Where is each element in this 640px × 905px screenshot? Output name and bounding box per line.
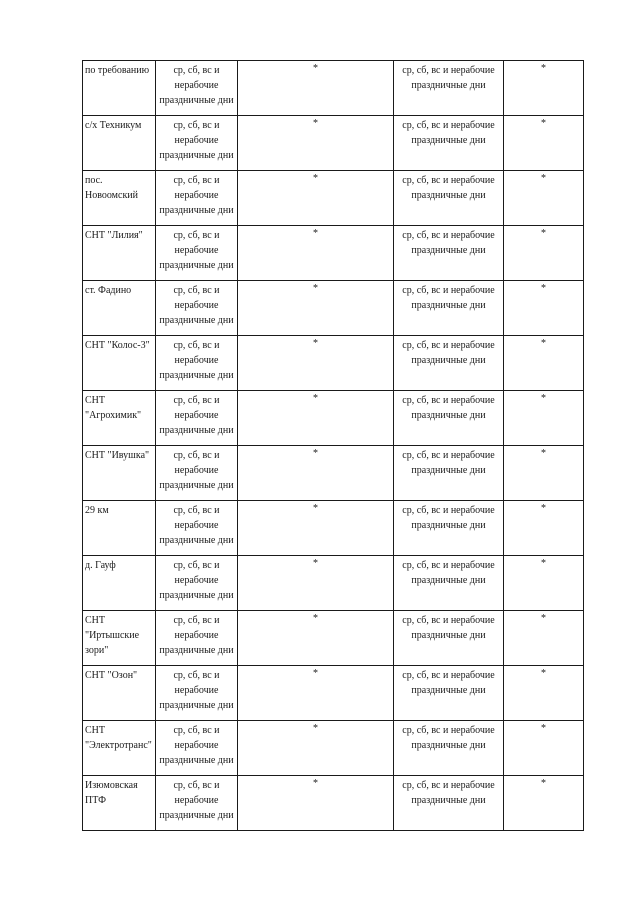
return-mark-cell: * — [504, 391, 584, 446]
table-row — [83, 61, 584, 116]
return-mark-cell: * — [504, 171, 584, 226]
return-days-cell: ср, сб, вс и нерабочие праздничные дни — [394, 171, 504, 226]
return-days-cell: ср, сб, вс и нерабочие праздничные дни — [394, 556, 504, 611]
stop-name-cell: Изюмовская ПТФ — [83, 776, 156, 831]
stop-name-cell: СНТ "Агрохимик" — [83, 391, 156, 446]
trip-mark-cell: * — [238, 666, 394, 721]
operating-days-cell: ср, сб, вс и нерабочие праздничные дни — [156, 391, 238, 446]
schedule-table-body — [83, 61, 584, 831]
table-row — [83, 226, 584, 281]
trip-mark-cell: * — [238, 446, 394, 501]
trip-mark-cell: * — [238, 226, 394, 281]
return-days-cell: ср, сб, вс и нерабочие праздничные дни — [394, 61, 504, 116]
stop-name-cell: СНТ "Иртышские зори" — [83, 611, 156, 666]
table-row — [83, 391, 584, 446]
return-days-cell: ср, сб, вс и нерабочие праздничные дни — [394, 611, 504, 666]
stop-name-cell: СНТ "Ивушка" — [83, 446, 156, 501]
return-days-cell: ср, сб, вс и нерабочие праздничные дни — [394, 666, 504, 721]
return-days-cell: ср, сб, вс и нерабочие праздничные дни — [394, 336, 504, 391]
operating-days-cell: ср, сб, вс и нерабочие праздничные дни — [156, 721, 238, 776]
trip-mark-cell: * — [238, 61, 394, 116]
trip-mark-cell: * — [238, 611, 394, 666]
operating-days-cell: ср, сб, вс и нерабочие праздничные дни — [156, 61, 238, 116]
return-mark-cell: * — [504, 446, 584, 501]
operating-days-cell: ср, сб, вс и нерабочие праздничные дни — [156, 336, 238, 391]
operating-days-cell: ср, сб, вс и нерабочие праздничные дни — [156, 116, 238, 171]
return-mark-cell: * — [504, 666, 584, 721]
trip-mark-cell: * — [238, 556, 394, 611]
return-days-cell: ср, сб, вс и нерабочие праздничные дни — [394, 721, 504, 776]
operating-days-cell: ср, сб, вс и нерабочие праздничные дни — [156, 776, 238, 831]
return-days-cell: ср, сб, вс и нерабочие праздничные дни — [394, 776, 504, 831]
stop-name-cell: пос. Новоомский — [83, 171, 156, 226]
table-row — [83, 281, 584, 336]
return-days-cell: ср, сб, вс и нерабочие праздничные дни — [394, 501, 504, 556]
return-mark-cell: * — [504, 116, 584, 171]
table-row — [83, 611, 584, 666]
stop-name-cell: по требованию — [83, 61, 156, 116]
table-row — [83, 336, 584, 391]
stop-name-cell: СНТ "Электротранс" — [83, 721, 156, 776]
trip-mark-cell: * — [238, 721, 394, 776]
return-days-cell: ср, сб, вс и нерабочие праздничные дни — [394, 116, 504, 171]
stop-name-cell: СНТ "Озон" — [83, 666, 156, 721]
table-row — [83, 776, 584, 831]
return-mark-cell: * — [504, 611, 584, 666]
operating-days-cell: ср, сб, вс и нерабочие праздничные дни — [156, 666, 238, 721]
table-row — [83, 721, 584, 776]
return-mark-cell: * — [504, 501, 584, 556]
operating-days-cell: ср, сб, вс и нерабочие праздничные дни — [156, 501, 238, 556]
table-row — [83, 116, 584, 171]
return-mark-cell: * — [504, 226, 584, 281]
operating-days-cell: ср, сб, вс и нерабочие праздничные дни — [156, 171, 238, 226]
return-mark-cell: * — [504, 61, 584, 116]
table-row — [83, 171, 584, 226]
table-row — [83, 666, 584, 721]
stop-name-cell: СНТ "Лилия" — [83, 226, 156, 281]
table-row — [83, 501, 584, 556]
return-days-cell: ср, сб, вс и нерабочие праздничные дни — [394, 226, 504, 281]
trip-mark-cell: * — [238, 776, 394, 831]
operating-days-cell: ср, сб, вс и нерабочие праздничные дни — [156, 446, 238, 501]
return-days-cell: ср, сб, вс и нерабочие праздничные дни — [394, 391, 504, 446]
return-mark-cell: * — [504, 336, 584, 391]
stop-name-cell: ст. Фадино — [83, 281, 156, 336]
trip-mark-cell: * — [238, 171, 394, 226]
trip-mark-cell: * — [238, 281, 394, 336]
operating-days-cell: ср, сб, вс и нерабочие праздничные дни — [156, 611, 238, 666]
table-row — [83, 556, 584, 611]
return-days-cell: ср, сб, вс и нерабочие праздничные дни — [394, 446, 504, 501]
operating-days-cell: ср, сб, вс и нерабочие праздничные дни — [156, 556, 238, 611]
stop-name-cell: 29 км — [83, 501, 156, 556]
return-mark-cell: * — [504, 776, 584, 831]
stop-name-cell: с/х Техникум — [83, 116, 156, 171]
table-row — [83, 446, 584, 501]
return-mark-cell: * — [504, 281, 584, 336]
return-days-cell: ср, сб, вс и нерабочие праздничные дни — [394, 281, 504, 336]
operating-days-cell: ср, сб, вс и нерабочие праздничные дни — [156, 281, 238, 336]
operating-days-cell: ср, сб, вс и нерабочие праздничные дни — [156, 226, 238, 281]
return-mark-cell: * — [504, 721, 584, 776]
trip-mark-cell: * — [238, 116, 394, 171]
stop-name-cell: д. Гауф — [83, 556, 156, 611]
schedule-table — [82, 60, 584, 831]
return-mark-cell: * — [504, 556, 584, 611]
trip-mark-cell: * — [238, 391, 394, 446]
stop-name-cell: СНТ "Колос-3" — [83, 336, 156, 391]
trip-mark-cell: * — [238, 336, 394, 391]
trip-mark-cell: * — [238, 501, 394, 556]
